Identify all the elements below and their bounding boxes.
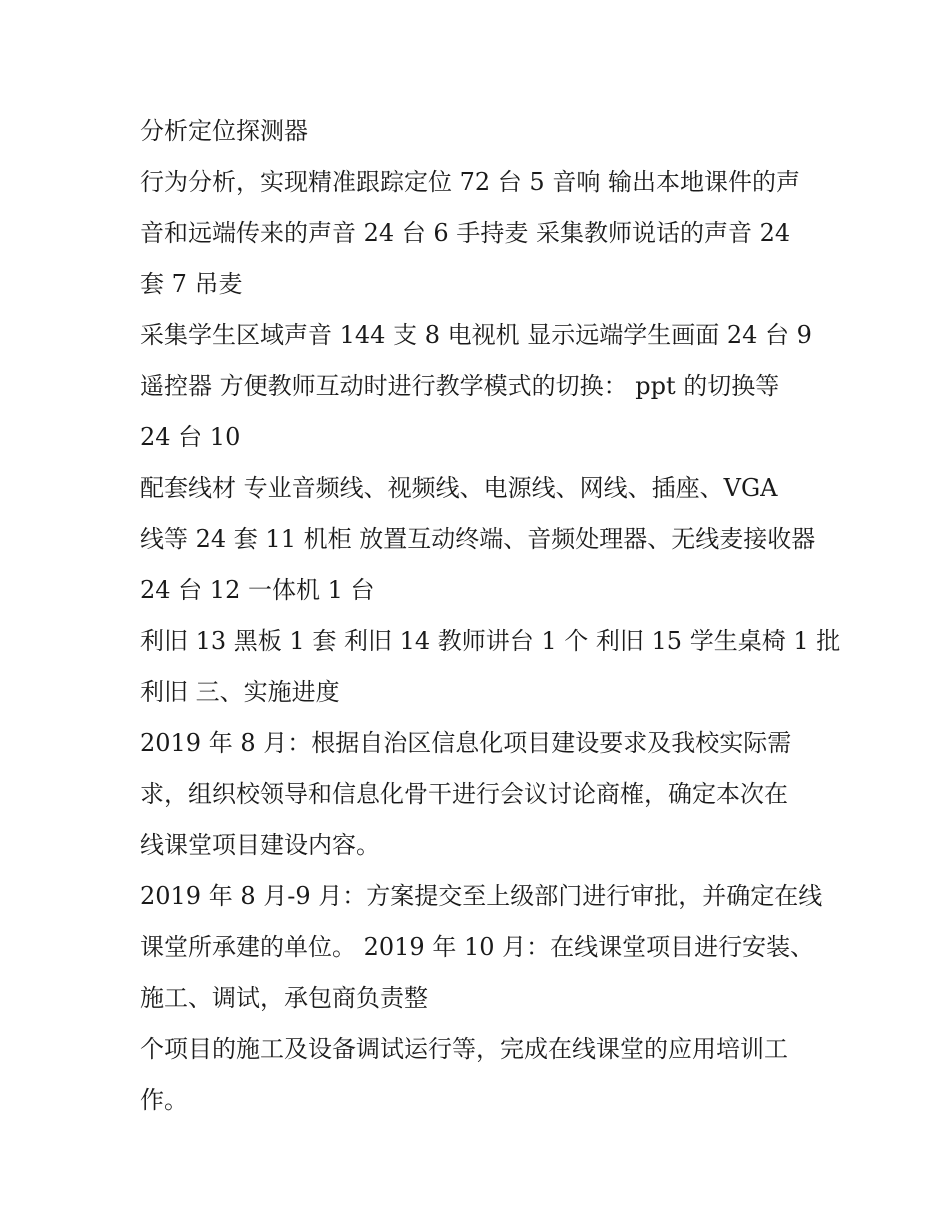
text-line: 利旧 13 黑板 1 套 利旧 14 教师讲台 1 个 利旧 15 学生桌椅 1 批 bbox=[140, 627, 841, 655]
text-line: 分析定位探测器 bbox=[140, 117, 308, 145]
text-line: 24 台 10 bbox=[140, 423, 241, 451]
text-line: 套 7 吊麦 bbox=[140, 270, 243, 298]
text-line: 音和远端传来的声音 24 台 6 手持麦 采集教师说话的声音 24 bbox=[140, 219, 791, 247]
document-body bbox=[140, 106, 841, 1126]
section-heading-line: 利旧 三、实施进度 bbox=[140, 678, 340, 706]
text-line: 遥控器 方便教师互动时进行教学模式的切换： ppt 的切换等 bbox=[140, 372, 780, 400]
text-line: 作。 bbox=[140, 1086, 188, 1114]
text-line: 2019 年 8 月：根据自治区信息化项目建设要求及我校实际需 bbox=[140, 729, 792, 757]
text-line: 求，组织校领导和信息化骨干进行会议讨论商榷，确定本次在 bbox=[140, 780, 788, 808]
text-line: 施工、调试，承包商负责整 bbox=[140, 984, 428, 1012]
text-line: 线课堂项目建设内容。 bbox=[140, 831, 380, 859]
text-line: 24 台 12 一体机 1 台 bbox=[140, 576, 375, 604]
text-line: 行为分析，实现精准跟踪定位 72 台 5 音响 输出本地课件的声 bbox=[140, 168, 800, 196]
text-line: 课堂所承建的单位。 2019 年 10 月：在线课堂项目进行安装、 bbox=[140, 933, 815, 961]
text-line: 线等 24 套 11 机柜 放置互动终端、音频处理器、无线麦接收器 bbox=[140, 525, 816, 553]
text-line: 个项目的施工及设备调试运行等，完成在线课堂的应用培训工 bbox=[140, 1035, 788, 1063]
text-line: 配套线材 专业音频线、视频线、电源线、网线、插座、VGA bbox=[140, 474, 778, 502]
text-line: 2019 年 8 月-9 月：方案提交至上级部门进行审批，并确定在线 bbox=[140, 882, 823, 910]
text-line: 采集学生区域声音 144 支 8 电视机 显示远端学生画面 24 台 9 bbox=[140, 321, 812, 349]
